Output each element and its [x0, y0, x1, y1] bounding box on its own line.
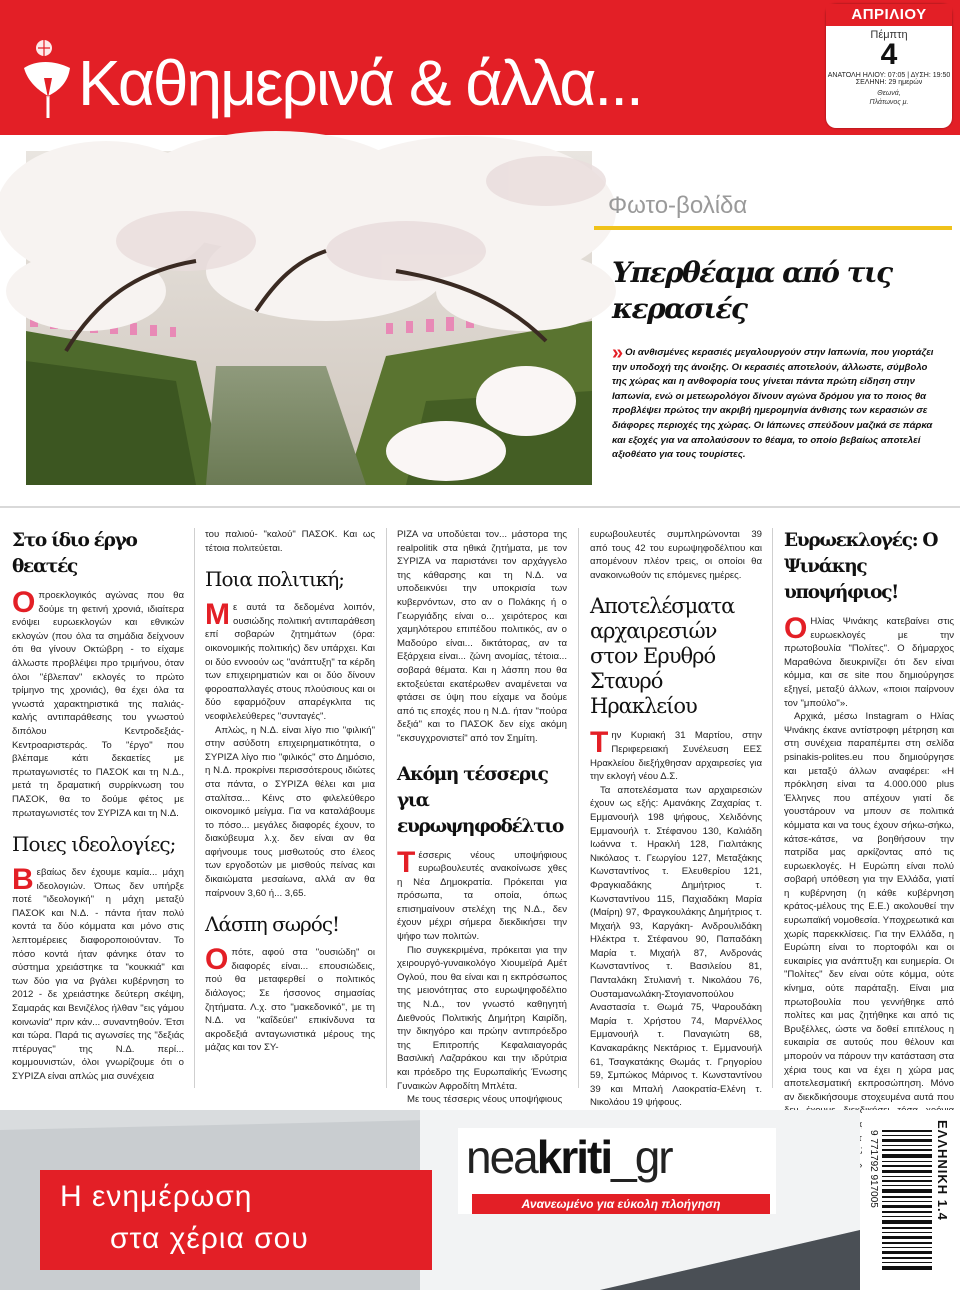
article-3-text: έσσερις νέους υποψήφιους ευρωβουλευτές ανακοίνωσε χθες η Νέα Δημοκρατία. Πρόκειται για πρόσωπα, τα οποία, όπως επισημαίνουν στελέχη της Ν.Δ., δεν έχουν μέχρι σήμερα διεκδικήσει την ψήφο των πολιτών.: [397, 849, 567, 943]
article-3-paragraph-3: Με τους τέσσερις νέους υποψήφιους: [407, 1094, 563, 1106]
feature-lead: [612, 342, 942, 463]
feature-lead-text: Οι ανθισμένες κερασιές μεγαλουργούν στην Ιαπωνία, που γιορτάζει την υποδοχή της άνοιξης. Οι κερασιές αποτελούν, άλλωστε, σύμβολο της χώρας και η ανθοφορία τους γίνεται πάντα πρώτη είδηση στην Ιαπωνία, ενώ οι μετεωρολόγοι δίνουν αγώνα δρόμου για το ποιος θα προβλέψει πρώτος την ακριβή ημερομηνία άνθισης των κερασιών σε διάφορες περιοχές της χώρας. Οι Ιάπωνες σπεύδουν μαζικά σε πάρκα και εξοχές για να απολαύσουν το θέαμα, το οποίο βεβαίως αποτελεί αξιοθέατο για τους τουρίστες.: [612, 347, 934, 461]
article-3-body-2: [397, 845, 567, 1107]
calendar-name-days: [826, 89, 952, 107]
column-divider: [578, 528, 579, 1088]
article-2-paragraph-2: Απλώς, η Ν.Δ. είναι λίγο πιο "φιλική" στην ασύδοτη επιχειρηματικότητα, ο ΣΥΡΙΖΑ λίγο πιο "φιλικός" στο Δημόσιο, η Ν.Δ. προκρίνει περισσότερους ιδιώτες στα πάντα, ο ΣΥΡΙΖΑ θέλει και μια σταλίτσα... Κέινς στο φιλελεύθερο οικονομικό μείγμα. Για να καταλάβουμε το πόσο... μεγάλες διαφορές έχουν, το διακύβευμα λ.χ. δεν είναι αν θα αφήνουμε τους μισθωτούς στο έλεος των εργοδοτών με μισθούς πείνας και δικαιώματα μεσαίωνα, αλλά αν θα παίρνουν 3,60 ή... 3,65.: [205, 724, 375, 899]
column-5: [784, 528, 954, 1103]
article-5-paragraph: [784, 612, 954, 710]
article-3-continuation: ευρωβουλευτές συμπληρώνονται 39 από τους 42 του ευρωψηφοδέλτιου και απομένουν πλέον τρεις, οι οποίοι θα ανακοινωθούν τις επόμενες ημέρες.: [590, 529, 762, 581]
drop-cap: Ο: [205, 943, 229, 977]
article-2-continuation: ΡΙΖΑ να υποδύεται τον... μάστορα της realpolitik στα ηθικά ζητήματα, με τον ΣΥΡΙΖΑ να παριστάνει τον αρχάγγελο της κάθαρσης και τη Ν.Δ. να υποδεικνύει την υποκρισία των κυβερνόντων, στο αν ο Πολάκης ή ο Γεωργιάδης είναι ο... χειρότερος και χαμηλότερου επιπέδου πολιτικός, αν ο Μαδούρο είναι... δικτάτορας, αν τα Εξάρχεια είναι... ζώνη ανομίας, τέτοια... σοβαρά θέματα. Και η λάσπη που θα εκτοξεύεται εκατέρωθεν αναμένεται να φτάσει σε ύψη που είχαμε να δούμε από τις εποχές που η Ν.Δ. ήταν "πούρα δεξιά" και το ΠΑΣΟΚ δεν είχε ακόμη "εκσυγχρονιστεί" από τον Σημίτη.: [397, 529, 567, 744]
article-2-body: [205, 528, 375, 1055]
double-chevron-icon: »: [612, 342, 624, 364]
ad-tagline-line-1: Η ενημέρωση: [60, 1180, 253, 1213]
article-5-paragraph-2: Αρχικά, μέσω Instagram ο Ηλίας Ψινάκης έκανε αντίστροφη μέτρηση και στη συνέχεια παραπέμπει στη σελίδα psinakis-polites.eu που δημιούργησε και μεταξύ άλλων αναφέρει: «Η πρόκληση είναι τα 4.000.000 plus Έλληνες που απέχουν γιατί δε γουστάρουν να μπουν σε πολιτικά κόμματα και να τους έχουν σήκω-σήκω, κάτσε-κάτσε, να βοηθήσουν την πατρίδα μας αρκίζοντας από τις ευρωεκλογές. Η Ευρώπη είναι πολύ σοβαρή υπόθεση για την Ελλάδα, γιατί η κυβέρνηση (η κάθε κυβέρνηση κράτος-μέλους της Ε.Ε.) ακολουθεί την ευρωπαϊκή νομοθεσία. Υποχρεωτικά και χωρίς παρεκκλίσεις. Για την Ελλάδα, η Ευρώπη είναι το πορτοφόλι και οι ευκαιρίες για ανάπτυξη και ευημερία. Οι "Πολίτες" δεν είναι ούτε κόμμα, ούτε κίνημα, ούτε παράταξη. Είναι μια πρωτοβουλία που γεννήθηκε από πολίτες και μας ζητήθηκε και από τις Βρυξέλλες, ώστε να δοθεί επιτέλους η ευκαιρία σε αυτούς που θέλουν και μπορούν να πάρουν την κατάσταση στα χέρια τους και να έχει η χώρα μας αποτελεσματική εκπροσώπηση. Μόνο αν διεκδικήσουμε στοχευμένα αυτά που: [784, 711, 954, 1103]
section-divider: [0, 506, 960, 508]
article-1-body: [12, 586, 184, 1084]
drop-cap: Τ: [590, 726, 609, 760]
brand-bold: kriti: [536, 1131, 612, 1183]
article-2-paragraph-3: [205, 943, 375, 1055]
article-5-body: [784, 612, 954, 1172]
column-4: [590, 528, 762, 1109]
article-2-text: ε αυτά τα δεδομένα λοιπόν, ουσιώδης πολιτική αντιπαράθεση επί σοβαρών ζητημάτων (όρα: οικονομικής πολιτικής) δεν υπάρχει. Και οι δύο εννοούν ως "ανάπτυξη" τα κέρδη των επιχειρηματιών και οι δύο δίνουν φοροαπαλλαγές στους πλούσιους και οι δύο εφαρμόζουν απαρέγκλιτα τις νεοφιλελεύθερες "συνταγές".: [205, 602, 375, 722]
date-calendar: [826, 4, 952, 128]
calendar-moon: ΣΕΛΗΝΗ: 29 ημερών: [855, 79, 923, 86]
calendar-weekday: Πέμπτη: [870, 29, 908, 41]
calendar-day: 4: [880, 38, 898, 71]
cherry-blossom-photo: [26, 151, 592, 485]
column-divider: [386, 528, 387, 1088]
calendar-name-day-2: Πλάτωνος μ.: [869, 99, 909, 106]
article-3-headline: Ακόμη τέσσερις για ευρωψηφοδέλτιο: [397, 763, 564, 837]
globe-pen-logo-icon: [18, 38, 78, 120]
drop-cap: Ο: [784, 612, 808, 645]
article-2-paragraph: [205, 598, 375, 723]
edition-label: ΕΛΛΗΝΙΚΗ 1.4: [935, 1120, 950, 1221]
article-4-body: [590, 528, 762, 582]
column-1: [12, 528, 184, 1090]
masthead-banner: [0, 0, 960, 135]
article-2-subhead-2: Λάσπη σωρός!: [205, 912, 340, 937]
masthead-title: Καθημερινά & άλλα...: [78, 47, 642, 119]
drop-cap: Ο: [12, 586, 36, 619]
article-2-subhead: Ποια πολιτική;: [205, 567, 345, 592]
article-1-headline: Στο ίδιο έργο θεατές: [12, 530, 137, 577]
article-1-subhead: Ποιες ιδεολογίες;: [12, 832, 176, 857]
brand-suffix: _gr: [611, 1131, 672, 1183]
article-1-text-2: εβαίως δεν έχουμε καμία... μάχη ιδεολογιών. Όπως δεν υπήρξε ποτέ "ιδεολογική" η μάχη μεταξύ ΠΑΣΟΚ και Ν.Δ. - πάντα ήταν πολύ κοντά τα δύο κόμματα και μόνο στις λεπτομέρειες διαφοροποιούνταν. Το πόσο κοντά ήταν φάνηκε όταν το σύστημα χρειάστηκε τα "κουκκιά" και των δύο για να βγάλει κυβέρνηση το 2012 - δε χρειάστηκε δεύτερη σκέψη, Σαμαράς και Βενιζέλος ήλθαν "εις γάμου κοινωνία" πριν κάν... συναντηθούν. Έτσι και τώρα. Παρά τις αγωνσίες της "δεξιάς πτέρυγας" της Ν.Δ. περί... κομμουνιστών, όλοι γνωρίζουμε ότι ο ΣΥΡΙΖΑ είναι απλώς μια συνέχεια: [12, 867, 184, 1082]
calendar-name-day-1: Θεωνά,: [877, 90, 901, 97]
article-5-headline: Ευρωεκλογές: Ο Ψινάκης υποψήφιος!: [784, 530, 938, 603]
calendar-sun-times: ΑΝΑΤΟΛΗ ΗΛΙΟΥ: 07:05 | ΔΥΣΗ: 19:50: [827, 72, 951, 79]
feature-kicker: Φωτο-βολίδα: [608, 192, 748, 219]
drop-cap: Τ: [397, 845, 416, 879]
article-4-paragraph-2: Τα αποτελέσματα των αρχαιρεσιών έχουν ως εξής: Αμανάκης Ζαχαρίας τ. Εμμανουήλ 198 ψήφους, Χελιδόνης Εμμανουήλ τ. Στέφανου 130, Καλιάδη Ιωάννα τ. Ηρακλή 128, Γιαλιτάκης Νικόλαος τ. Γεωργίου 127, Μεταξάκης Κωνσταντίνος τ. Ελευθερίου 121, Φραγκιαδάκης Δημήτριος τ. Κωνσταντίνου 115, Παχιαδάκη Μαρία (Μαίρη) 97, Φραγκουλάκης Δημήτριος τ. Μιχαήλ 93, Καργάκη- Ανδρουλιδάκη Ηλέκτρα τ. Στέφανου 90, Παπαδάκη Μαρία τ. Μιχαήλ 87, Ανδρονάς Κωνσταντίνος τ. Βασιλείου 81, Πανταλάκη Στυλιανή τ. Νικολάου 76, Ουσταμανωλάκη-Στογιανοπούλου Αναστασία τ. Θωμά 75, Ψαρουδάκη Μαρία τ. Χρήστου 74, Μαρνέλλος Εμμανουήλ τ. Παναγιώτη 68, Κανακαράκης Νεκτάριος τ. Εμμανουήλ 61, Τσαγκατάκης Θωμάς τ. Γρηγορίου 59, Σμπώκος Μάρινος τ. Κωνσταντίνου 39 και Μπαλή Λαοκρατία-Ελένη τ. Νικολάου 19 ψήφους.: [590, 784, 762, 1109]
ad-brand-subtitle: Ανανεωμένο για εύκολη πλοήγηση: [472, 1194, 770, 1214]
article-3-paragraph-2: Πιο συγκεκριμένα, πρόκειται για την χειρουργό-γυναικολόγο Χιουμεϊρά Αμέτ Ογλού, που θα είναι και η εκπρόσωπος της μειονότητας στο ευρωψηφοδέλτιο της Ν.Δ., τον γνωστό καθηγητή Διεθνούς Πολιτικής Δημήτρη Καιρίδη, την δικηγόρο και πρώην αντιπρόεδρο της Επιτροπής Κεφαλαιαγοράς Βασιλική Λαζαράκου και την ιδρύτρια και πρόεδρο της Ευρωπαϊκής Ένωσης Γυναικών Αφροδίτη Μπλέτα.: [397, 944, 567, 1092]
article-4-body-2: [590, 726, 762, 1110]
column-divider: [194, 528, 195, 1088]
calendar-month: ΑΠΡΙΛΙΟΥ: [826, 4, 952, 26]
column-divider: [772, 528, 773, 1088]
article-1-paragraph-2: [12, 863, 184, 1084]
drop-cap: Β: [12, 863, 34, 897]
article-3-paragraph: [397, 845, 567, 944]
barcode-digits: 9 771792 917005: [868, 1130, 879, 1208]
article-5-text: Ηλίας Ψινάκης κατεβαίνει στις ευρωεκλογές με την πρωτοβουλία "Πολίτες". Ο δήμαρχος Μαραθώνα διευκρινίζει ότι δεν είναι κόμμα, και σε site που δημιούργησε εξηγεί, μεταξύ άλλων, «ποιοι παίρνουν τον "μπούλο"».: [784, 616, 954, 709]
article-1-continuation: του παλιού- "καλού" ΠΑΣΟΚ. Και ως τέτοια πολιτεύεται.: [205, 529, 375, 554]
column-2: [205, 528, 375, 1090]
drop-cap: Μ: [205, 598, 230, 632]
article-1-paragraph: [12, 586, 184, 820]
feature-divider: [594, 226, 952, 230]
article-3-body: [397, 528, 567, 746]
article-2-text-3: πότε, αφού στα "ουσιώδη" οι διαφορές είναι... επουσιώδεις, πού θα μεταφερθεί ο πολιτικός διάλογος; Σε ήσσονος σημασίας ζητήματα. Λ.χ. στο "μακεδονικό", με τη Ν.Δ. να "καΐδεύει" επικίνδυνα τα ακροδεξιά ανταγωνιστικά μέρους της μάζας και τον ΣΥ-: [205, 947, 375, 1054]
ad-tagline-line-2: στα χέρια σου: [110, 1222, 309, 1255]
ad-brand-logo: [466, 1130, 672, 1184]
column-3: [397, 528, 567, 1106]
article-4-headline: Αποτελέσματα αρχαιρεσιών στον Ερυθρό Σταυρό Ηρακλείου: [590, 594, 735, 719]
feature-headline: Υπερθέαμα από τις κερασιές: [612, 256, 892, 325]
article-4-paragraph: [590, 726, 762, 783]
brand-prefix: nea: [466, 1131, 537, 1183]
article-4-text: ην Κυριακή 31 Μαρτίου, στην Περιφερειακή Συνέλευση ΕΕΣ Ηρακλείου διεξήχθησαν αρχαιρεσίες για την εκλογή νέου Δ.Σ.: [590, 730, 762, 783]
advertisement-banner[interactable]: [0, 1110, 860, 1290]
article-1-text: προεκλογικός αγώνας που θα δούμε τη φετινή χρονιά, ιδιαίτερα ενόψει ευρωεκλογών και εθνικών εκλογών (που όλα τα σημάδια δείχνουν ότι θα γίνουν Οκτώβρη - το είχαμε άλλωστε προβλέψει προ τριμήνου, όταν όλοι "έβλεπαν" εκλογές το πρώτο τρίμηνο της χρονιάς), θα έχει όλα τα γνωστά χαρακτηριστικά της παλιάς-καλής αντιπαράθεσης του γνωστού διπόλου Κεντροδεξιάς-Κεντροαριστεράς. Το "έργο" που βλέπαμε κάτι δεκαετίες με πρωταγωνιστές το ΠΑΣΟΚ και τη Ν.Δ., μετά τη δραματική συρρίκνωση του ΠΑΣΟΚ, θα το δούμε φέτος με πρωταγωνιστές τον ΣΥΡΙΖΑ και τη Ν.Δ.: [12, 590, 184, 819]
